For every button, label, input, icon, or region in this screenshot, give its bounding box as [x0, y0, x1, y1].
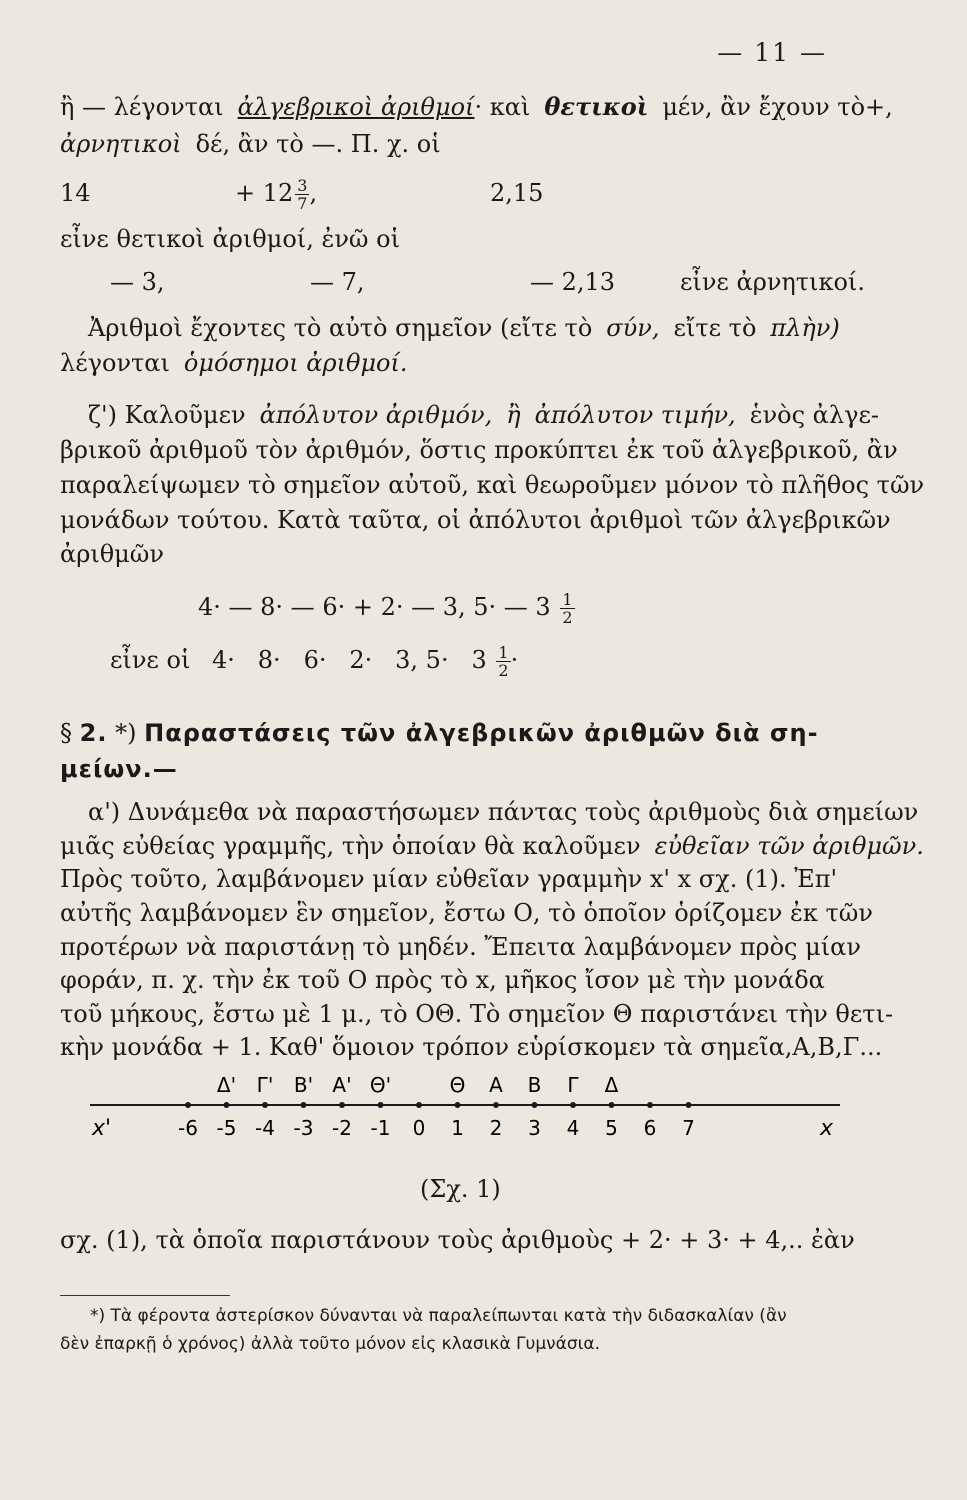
tick-label: -5 [216, 1116, 237, 1140]
figure-caption: (Σχ. 1) [420, 1175, 501, 1203]
figure-ticks [178, 1102, 695, 1140]
figure-letters [217, 1073, 619, 1097]
text-span: ζ') Καλοῦμεν [88, 401, 246, 429]
tick-label: -3 [293, 1116, 314, 1140]
text-line: Πρὸς τοῦτο, λαμβάνομεν μίαν εὐθεῖαν γραμμὴν x' x σχ. (1). Ἐπ' [60, 865, 838, 893]
fraction-numerator: 3 [297, 176, 308, 195]
term-absolute-value: ἀπόλυτον τιμήν, [534, 401, 736, 429]
tick-mark [224, 1102, 230, 1108]
text-span: ἢ — λέγονται [60, 93, 224, 121]
axis-right-end: x [820, 1116, 834, 1141]
text-span: εἶνε οἱ [110, 646, 191, 674]
tick-mark [493, 1102, 499, 1108]
tick-mark [185, 1102, 191, 1108]
section-sign: § [60, 719, 72, 747]
text-line [60, 346, 887, 380]
fraction [560, 591, 574, 626]
point-letter: Α' [332, 1073, 352, 1097]
tick-mark [609, 1102, 615, 1108]
term-minus: πλὴν) [770, 314, 840, 342]
point-letter: Δ' [216, 1073, 237, 1097]
footnote-marker: *) [115, 719, 137, 747]
tick-label: -4 [255, 1116, 275, 1140]
example-row [198, 590, 575, 626]
footnote-line: *) Τὰ φέροντα ἀστερίσκον δύνανται νὰ παραλείπωνται κατὰ τὴν διδασκαλίαν (ἂν [90, 1306, 787, 1326]
text-span: εἴτε τὸ [673, 314, 757, 342]
text-line: φοράν, π. χ. τὴν ἐκ τοῦ Ο πρὸς τὸ x, μῆκος ἴσον μὲ τὴν μονάδα [60, 966, 825, 994]
page-number: — 11 — [717, 38, 827, 67]
section-heading [60, 716, 887, 750]
text-line [60, 90, 893, 124]
term-absolute-number: ἀπόλυτον ἀριθμόν, [259, 401, 493, 429]
section-number: 2. [79, 719, 108, 747]
text-line: μονάδων τούτου. Κατὰ ταῦτα, οἱ ἀπόλυτοι ἀριθμοὶ τῶν ἀλγεβρικῶν [60, 506, 891, 534]
tick-label: -6 [178, 1116, 198, 1140]
section-title: Παραστάσεις τῶν ἀλγεβρικῶν ἀριθμῶν διὰ ση- [144, 719, 819, 747]
text-span: μέν, ἂν ἔχουν τὸ+, [662, 93, 893, 121]
text-span: εἶνε ἀρνητικοί. [680, 268, 865, 296]
text-line [60, 829, 924, 863]
text-line [60, 398, 887, 432]
axis-left-end: x' [92, 1116, 112, 1141]
tick-mark [455, 1102, 461, 1108]
tick-label: 3 [528, 1116, 541, 1140]
text-span: · καὶ [474, 93, 531, 121]
text-span: ἑνὸς ἀλγε- [749, 401, 879, 429]
point-letter: Θ' [369, 1073, 392, 1097]
section-title-cont: μείων.— [60, 755, 178, 783]
fraction-denominator: 2 [498, 661, 509, 680]
term-plus: σύν, [606, 314, 660, 342]
example-value: — 3, [110, 268, 165, 296]
tick-label: 5 [605, 1116, 618, 1140]
text-line [60, 311, 887, 345]
text-line: τοῦ μήκους, ἔστω μὲ 1 μ., τὸ ΟΘ. Τὸ σημεῖον Θ παριστάνει τὴν θετι- [60, 1000, 894, 1028]
tick-label: -2 [332, 1116, 352, 1140]
example-values: 4· 8· 6· 2· 3, 5· 3 [212, 646, 487, 674]
fraction-numerator: 1 [498, 643, 509, 662]
text-line: α') Δυνάμεθα νὰ παραστήσωμεν πάντας τοὺς ἀριθμοὺς διὰ σημείων [88, 798, 919, 826]
fraction [496, 644, 510, 679]
tick-mark [570, 1102, 576, 1108]
tick-label: -1 [370, 1116, 391, 1140]
term-same-sign: ὁμόσημοι ἀριθμοί. [183, 349, 408, 377]
term-number-line: εὐθεῖαν τῶν ἀριθμῶν. [654, 832, 924, 860]
text-line: αὐτῆς λαμβάνομεν ἓν σημεῖον, ἔστω Ο, τὸ ὁποῖον ὁρίζομεν ἐκ τῶν [60, 899, 873, 927]
example-value: — 2,13 [530, 268, 616, 296]
text-line: σχ. (1), τὰ ὁποῖα παριστάνουν τοὺς ἀριθμοὺς + 2· + 3· + 4,.. ἐὰν [60, 1226, 855, 1254]
text-span: δέ, ἂν τὸ —. Π. χ. οἱ [195, 130, 441, 158]
term-negative: ἀρνητικοὶ [60, 130, 182, 158]
text-line: παραλείψωμεν τὸ σημεῖον αὐτοῦ, καὶ θεωροῦμεν μόνον τὸ πλῆθος τῶν [60, 471, 925, 499]
tick-mark [532, 1102, 538, 1108]
fraction-denominator: 2 [562, 608, 573, 627]
tick-label: 0 [412, 1116, 426, 1140]
example-value: 14 [60, 179, 91, 207]
text-line: ἀριθμῶν [60, 540, 164, 568]
tick-label: 4 [566, 1116, 580, 1140]
text-line: προτέρων νὰ παριστάνῃ τὸ μηδέν. Ἔπειτα λαμβάνομεν πρὸς μίαν [60, 933, 861, 961]
tick-mark [301, 1102, 307, 1108]
tick-label: 6 [643, 1116, 657, 1140]
example-value-mixed: + 12 $\frac{3}{7}$ , [235, 176, 318, 213]
example-value: — 7, [310, 268, 365, 296]
tick-mark [339, 1102, 345, 1108]
example-values: 4· — 8· — 6· + 2· — 3, 5· — 3 [198, 593, 551, 621]
point-letter: Θ [449, 1073, 466, 1097]
point-letter: Γ [567, 1073, 579, 1097]
tick-mark [647, 1102, 653, 1108]
section-heading-cont [60, 752, 887, 786]
term-positive: θετικοὶ [544, 92, 649, 121]
tick-mark [378, 1102, 384, 1108]
text-span: Ἀριθμοὶ ἔχοντες τὸ αὐτὸ σημεῖον (εἴτε τὸ [88, 314, 593, 342]
example-row: εἶνε οἱ 4· 8· 6· 2· 3, 5· 3 $\frac{1}{2}$ · [110, 643, 519, 680]
tick-mark [686, 1102, 692, 1108]
tick-mark [416, 1102, 422, 1108]
fraction-numerator: 1 [562, 590, 573, 609]
fraction-denominator: 7 [297, 194, 308, 213]
footnote-rule [60, 1295, 230, 1296]
text-line [60, 127, 887, 161]
fraction [295, 177, 309, 212]
text-span: μιᾶς εὐθείας γραμμῆς, τὴν ὁποίαν θὰ καλοῦμεν [60, 832, 641, 860]
text-line: εἶνε θετικοὶ ἀριθμοί, ἐνῶ οἱ [60, 225, 400, 253]
point-letter: Δ [604, 1073, 619, 1097]
example-value: 2,15 [490, 179, 544, 207]
term-algebraic-numbers: ἀλγεβρικοὶ ἀριθμοί [237, 93, 475, 121]
number-line-figure [80, 1070, 850, 1160]
text-span: ἢ [506, 401, 521, 429]
tick-label: 7 [682, 1116, 695, 1140]
point-letter: Α [489, 1073, 503, 1097]
footnote-line: δὲν ἐπαρκῇ ὁ χρόνος) ἀλλὰ τοῦτο μόνον εἰς κλασικὰ Γυμνάσια. [60, 1334, 601, 1354]
text-span: λέγονται [60, 349, 170, 377]
tick-label: 2 [489, 1116, 503, 1140]
tick-mark [262, 1102, 268, 1108]
tick-label: 1 [451, 1116, 464, 1140]
example-value: + 12 [235, 179, 294, 207]
text-line: βρικοῦ ἀριθμοῦ τὸν ἀριθμόν, ὅστις προκύπτει ἐκ τοῦ ἀλγεβρικοῦ, ἂν [60, 436, 898, 464]
text-line: κὴν μονάδα + 1. Καθ' ὅμοιον τρόπον εὑρίσκομεν τὰ σημεῖα,Α,Β,Γ... [60, 1033, 883, 1061]
point-letter: Γ' [256, 1073, 274, 1097]
point-letter: Β [527, 1073, 542, 1097]
point-letter: Β' [293, 1073, 314, 1097]
